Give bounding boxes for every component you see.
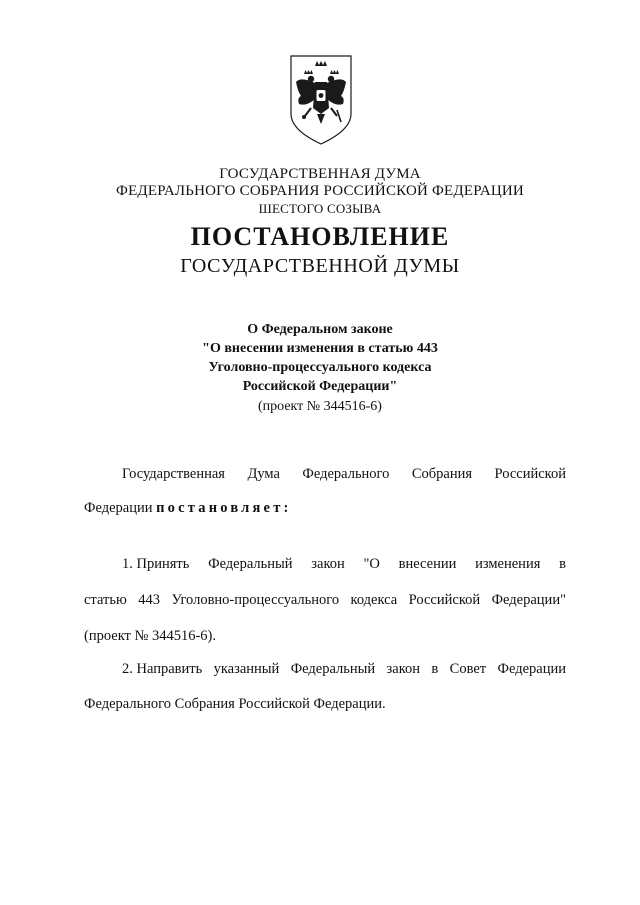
word: кодекса — [350, 592, 398, 608]
item2-line1 — [122, 661, 566, 678]
item1-line3: (проект № 344516-6). — [84, 628, 217, 644]
document-subtitle: ГОСУДАРСТВЕННОЙ ДУМЫ — [180, 255, 460, 277]
subject-project-number: (проект № 344516-6) — [258, 399, 382, 414]
subject-line1: О Федеральном законе — [247, 322, 393, 337]
word: Совет — [449, 661, 487, 677]
word: 443 — [138, 592, 160, 608]
org-name-line2: ФЕДЕРАЛЬНОГО СОБРАНИЯ РОССИЙСКОЙ ФЕДЕРАЦИИ — [116, 183, 524, 199]
subject-line2: "О внесении изменения в статью 443 — [202, 341, 438, 356]
word: Федеральный — [290, 661, 376, 677]
subject-line3: Уголовно-процессуального кодекса — [208, 360, 432, 375]
word: закон — [311, 556, 345, 572]
word: в — [431, 661, 439, 677]
word: 2. Направить — [122, 661, 203, 677]
word: в — [559, 556, 566, 572]
word: Собрания — [411, 466, 473, 482]
word: Дума — [247, 466, 280, 482]
word: статью — [84, 592, 127, 608]
intro-line2 — [84, 500, 292, 517]
word: Федерации" — [491, 592, 566, 608]
subject-line4: Российской Федерации" — [242, 379, 398, 394]
coat-of-arms-icon — [287, 52, 355, 148]
word: Федеральный — [208, 556, 293, 572]
item1-line2 — [84, 592, 566, 609]
word: внесении — [398, 556, 457, 572]
word: указанный — [213, 661, 280, 677]
word: закон — [386, 661, 421, 677]
word: Федерального — [302, 466, 390, 482]
intro-line2-start: Федерации — [84, 500, 157, 516]
word: "О — [363, 556, 380, 572]
word: Российской — [408, 592, 481, 608]
document-type-title: ПОСТАНОВЛЕНИЕ — [190, 222, 450, 251]
word: Российской — [494, 466, 566, 482]
word: Федерации — [497, 661, 566, 677]
convocation: ШЕСТОГО СОЗЫВА — [258, 201, 382, 216]
word: Государственная — [122, 466, 225, 482]
word: Уголовно-процессуального — [171, 592, 340, 608]
item1-line1 — [122, 556, 566, 573]
item2-line2: Федерального Собрания Российской Федерации. — [84, 696, 386, 712]
word: изменения — [475, 556, 541, 572]
intro-line1 — [122, 466, 566, 483]
org-name-line1: ГОСУДАРСТВЕННАЯ ДУМА — [219, 166, 421, 182]
word: 1. Принять — [122, 556, 190, 572]
resolves-word: постановляет: — [156, 500, 292, 516]
